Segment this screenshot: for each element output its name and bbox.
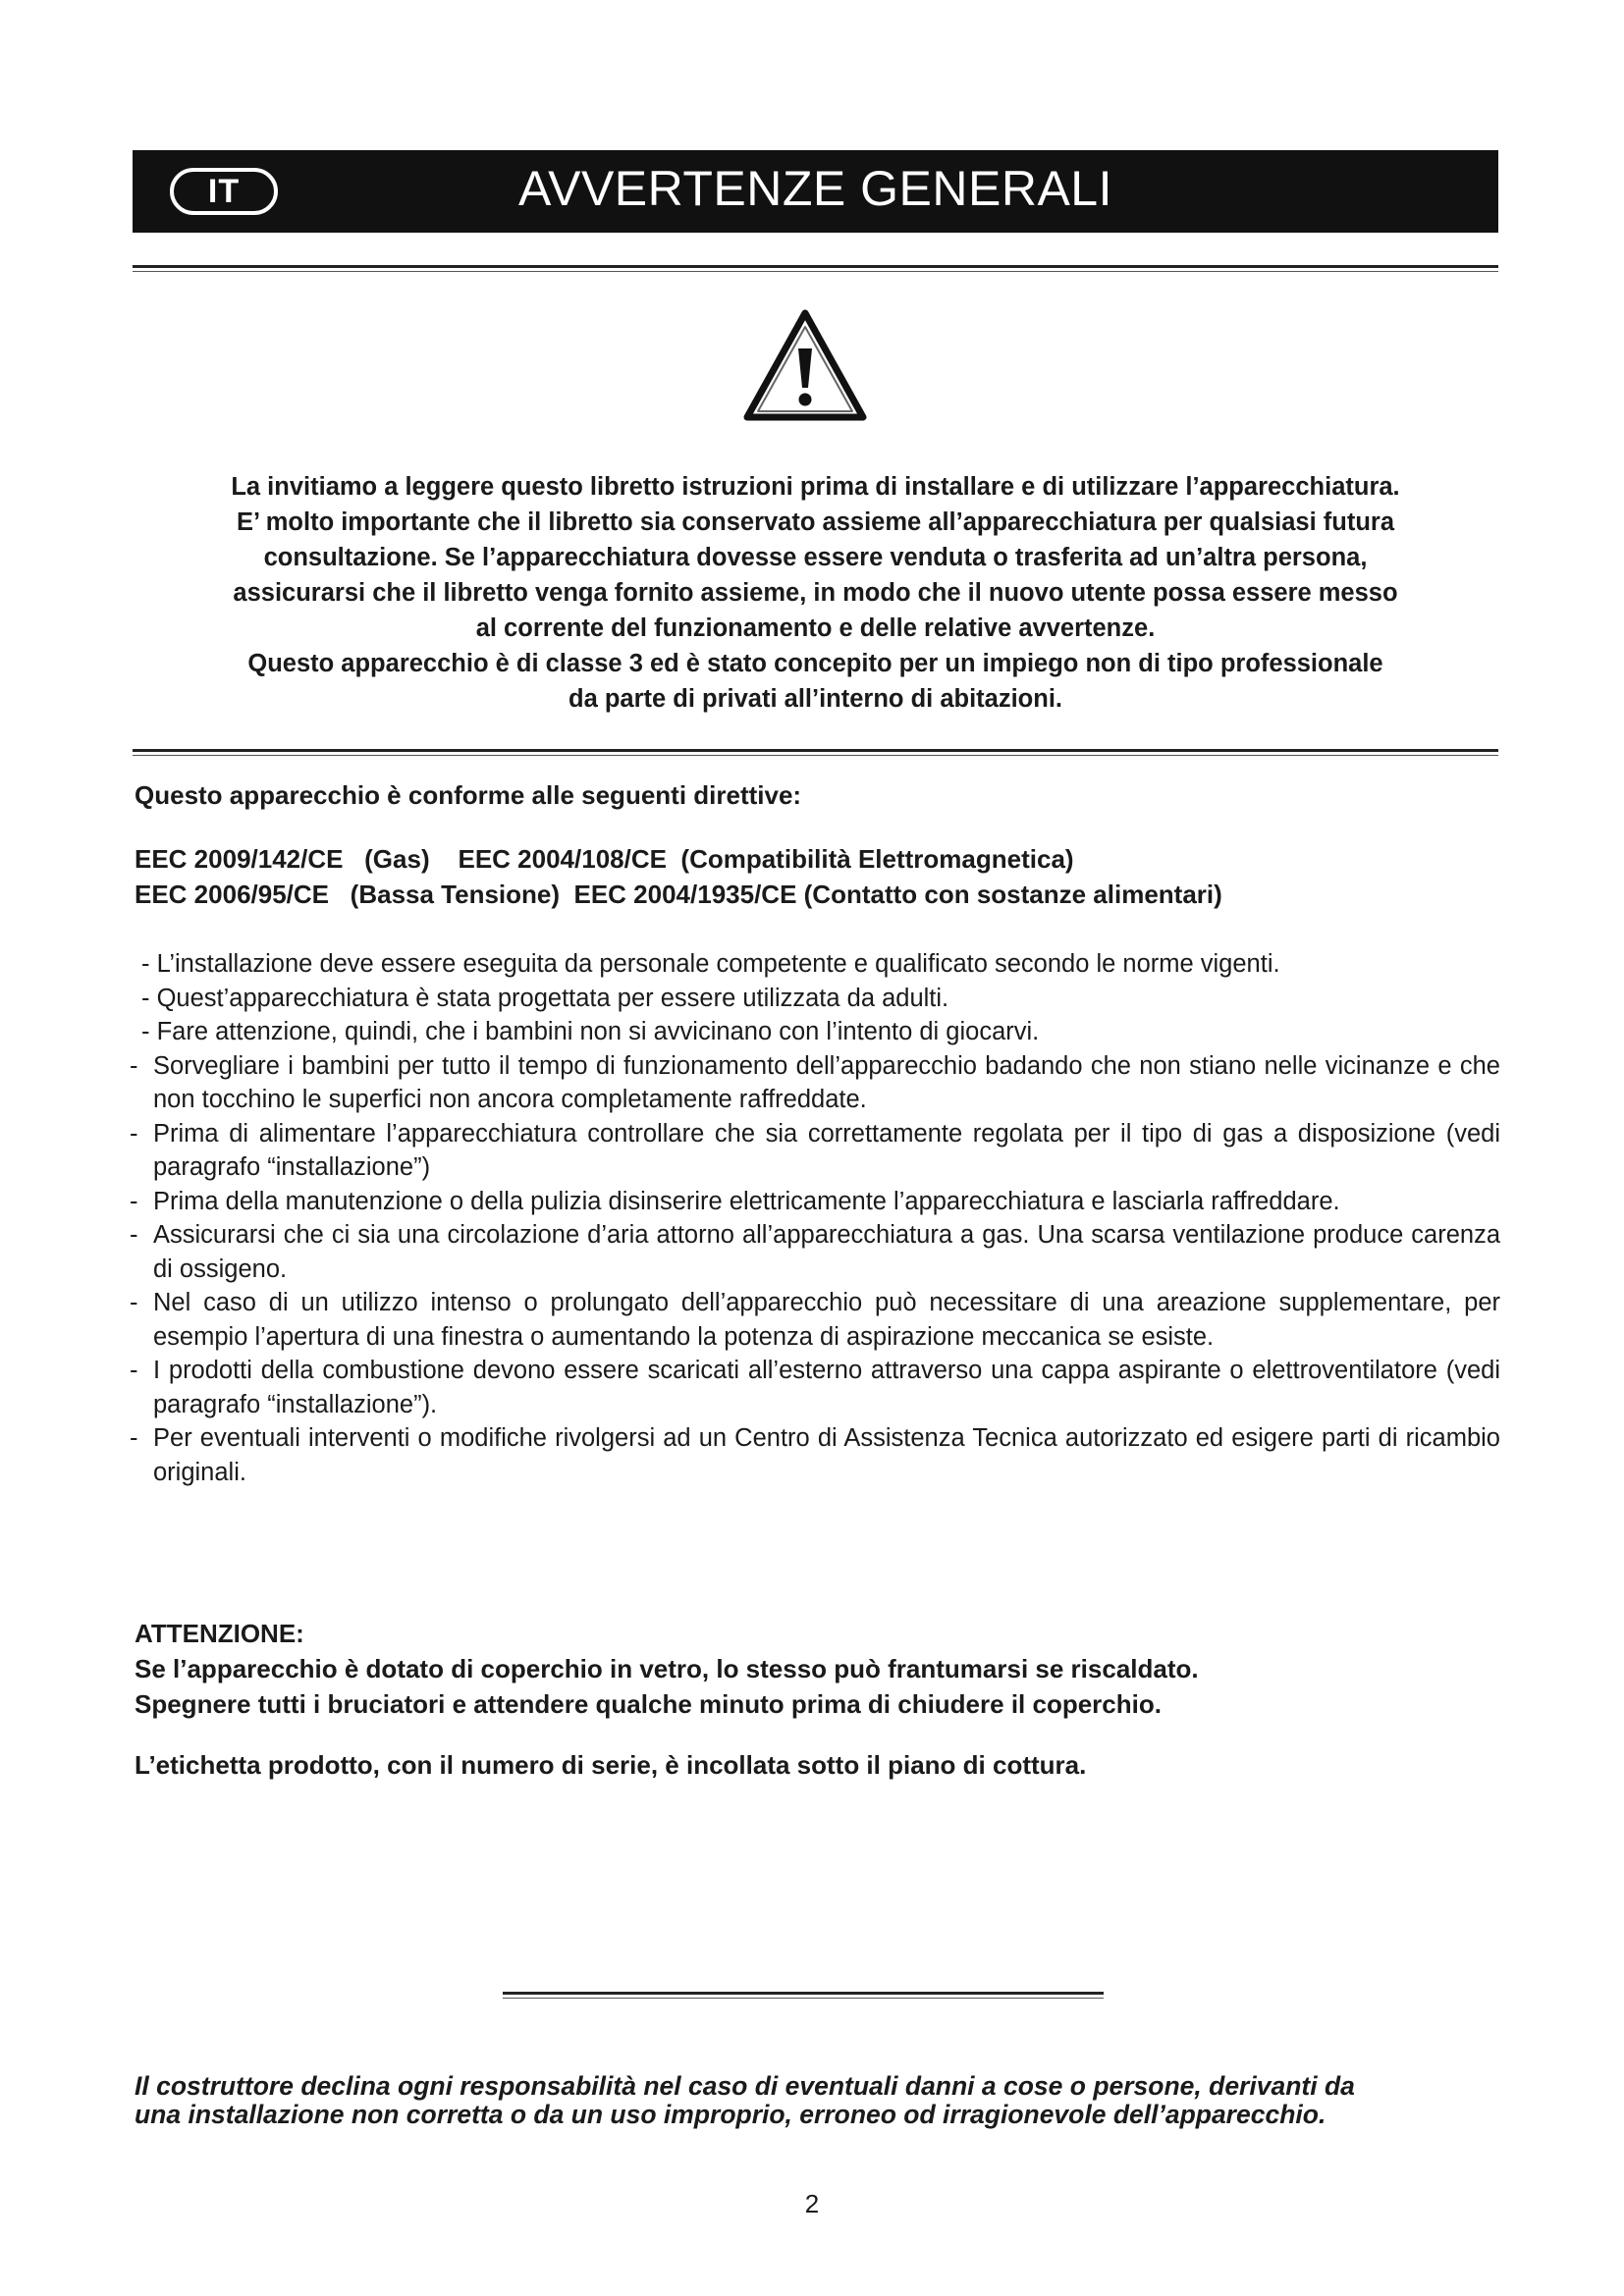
disclaimer-line: una installazione non corretta o da un uso improprio, erroneo od irragionevole dell’apparecchio.	[135, 2100, 1326, 2129]
divider	[503, 1992, 1104, 1999]
list-item	[130, 1185, 1500, 1219]
page-header	[133, 150, 1498, 233]
intro-line: Questo apparecchio è di classe 3 ed è stato concepito per un impiego non di tipo professionale	[247, 650, 1383, 677]
list-item-text: I prodotti della combustione devono essere scaricati all’esterno attraverso una cappa aspirante o elettroventilatore (vedi paragrafo “installazione”).	[153, 1357, 1500, 1418]
list-dash: -	[130, 1119, 138, 1148]
list-item-text: Prima di alimentare l’apparecchiatura controllare che sia correttamente regolata per il tipo di gas a disposizione (vedi paragrafo “installazione”)	[153, 1119, 1500, 1181]
list-item-text: Per eventuali interventi o modifiche rivolgersi ad un Centro di Assistenza Tecnica autorizzato ed esigere parti di ricambio originali.	[153, 1424, 1500, 1486]
directives-title: Questo apparecchio è conforme alle seguenti direttive:	[135, 780, 802, 810]
list-dash: -	[130, 1424, 138, 1452]
list-item-text: Nel caso di un utilizzo intenso o prolungato dell’apparecchio può necessitare di una areazione supplementare, per esempio l’apertura di una finestra o aumentando la potenza di aspirazione meccanica se esiste.	[153, 1289, 1500, 1351]
list-item-text: Prima della manutenzione o della pulizia disinserire elettricamente l’apparecchiatura e lasciarla raffreddare.	[153, 1187, 1340, 1215]
list-dash: -	[130, 1289, 138, 1316]
page-number: 2	[804, 2189, 820, 2218]
list-item	[130, 1049, 1500, 1117]
attention-line: Spegnere tutti i bruciatori e attendere qualche minuto prima di chiudere il coperchio.	[135, 1689, 1162, 1719]
directive-row: EEC 2006/95/CE (Bassa Tensione) EEC 2004/1935/CE (Contatto con sostanze alimentari)	[135, 880, 1222, 909]
list-dash: -	[130, 1051, 138, 1080]
list-item	[130, 1286, 1500, 1354]
list-dash: -	[130, 1357, 138, 1384]
language-badge: IT	[170, 168, 278, 215]
divider	[133, 749, 1498, 756]
list-item: - Fare attenzione, quindi, che i bambini non si avvicinano con l’intento di giocarvi.	[141, 1018, 1040, 1045]
list-item-text: Sorvegliare i bambini per tutto il tempo di funzionamento dell’apparecchio badando che non stiano nelle vicinanze e che non tocchino le superfici non ancora completamente raffreddate.	[153, 1051, 1500, 1113]
page-title: AVVERTENZE GENERALI	[517, 161, 1113, 216]
intro-line: E’ molto importante che il libretto sia conservato assieme all’apparecchiatura per qualsiasi futura	[236, 508, 1395, 536]
list-item-text: Assicurarsi che ci sia una circolazione d’aria attorno all’apparecchiatura a gas. Una scarsa ventilazione produce carenza di ossigeno.	[153, 1221, 1500, 1283]
directive-row: EEC 2009/142/CE (Gas) EEC 2004/108/CE (Compatibilità Elettromagnetica)	[135, 844, 1074, 874]
warnings-list	[130, 947, 1500, 1489]
intro-line: da parte di privati all’interno di abitazioni.	[568, 685, 1062, 713]
warning-triangle-icon	[741, 307, 869, 425]
list-item	[130, 1218, 1500, 1286]
list-dash: -	[130, 1221, 138, 1249]
intro-line: al corrente del funzionamento e delle relative avvertenze.	[475, 614, 1156, 642]
disclaimer	[135, 2072, 1503, 2129]
list-dash: -	[130, 1187, 138, 1215]
intro-text	[133, 469, 1498, 717]
attention-block	[135, 1616, 1199, 1722]
intro-line: assicurarsi che il libretto venga fornito assieme, in modo che il nuovo utente possa essere messo	[233, 579, 1398, 607]
intro-line: consultazione. Se l’apparecchiatura dovesse essere venduta o trasferita ad un’altra persona,	[263, 544, 1368, 571]
attention-title: ATTENZIONE:	[135, 1619, 304, 1648]
intro-line: La invitiamo a leggere questo libretto istruzioni prima di installare e di utilizzare l’apparecchiatura.	[231, 473, 1400, 501]
label-note: L’etichetta prodotto, con il numero di serie, è incollata sotto il piano di cottura.	[135, 1750, 1087, 1780]
list-item	[130, 1354, 1500, 1421]
list-item	[130, 1421, 1500, 1489]
list-item: - L’installazione deve essere eseguita da personale competente e qualificato secondo le norme vigenti.	[141, 950, 1280, 978]
list-item: - Quest’apparecchiatura è stata progettata per essere utilizzata da adulti.	[141, 984, 949, 1012]
list-item	[130, 1117, 1500, 1185]
divider	[133, 265, 1498, 272]
disclaimer-line: Il costruttore declina ogni responsabilità nel caso di eventuali danni a cose o persone, derivanti da	[135, 2071, 1355, 2101]
attention-line: Se l’apparecchio è dotato di coperchio in vetro, lo stesso può frantumarsi se riscaldato.	[135, 1654, 1199, 1683]
